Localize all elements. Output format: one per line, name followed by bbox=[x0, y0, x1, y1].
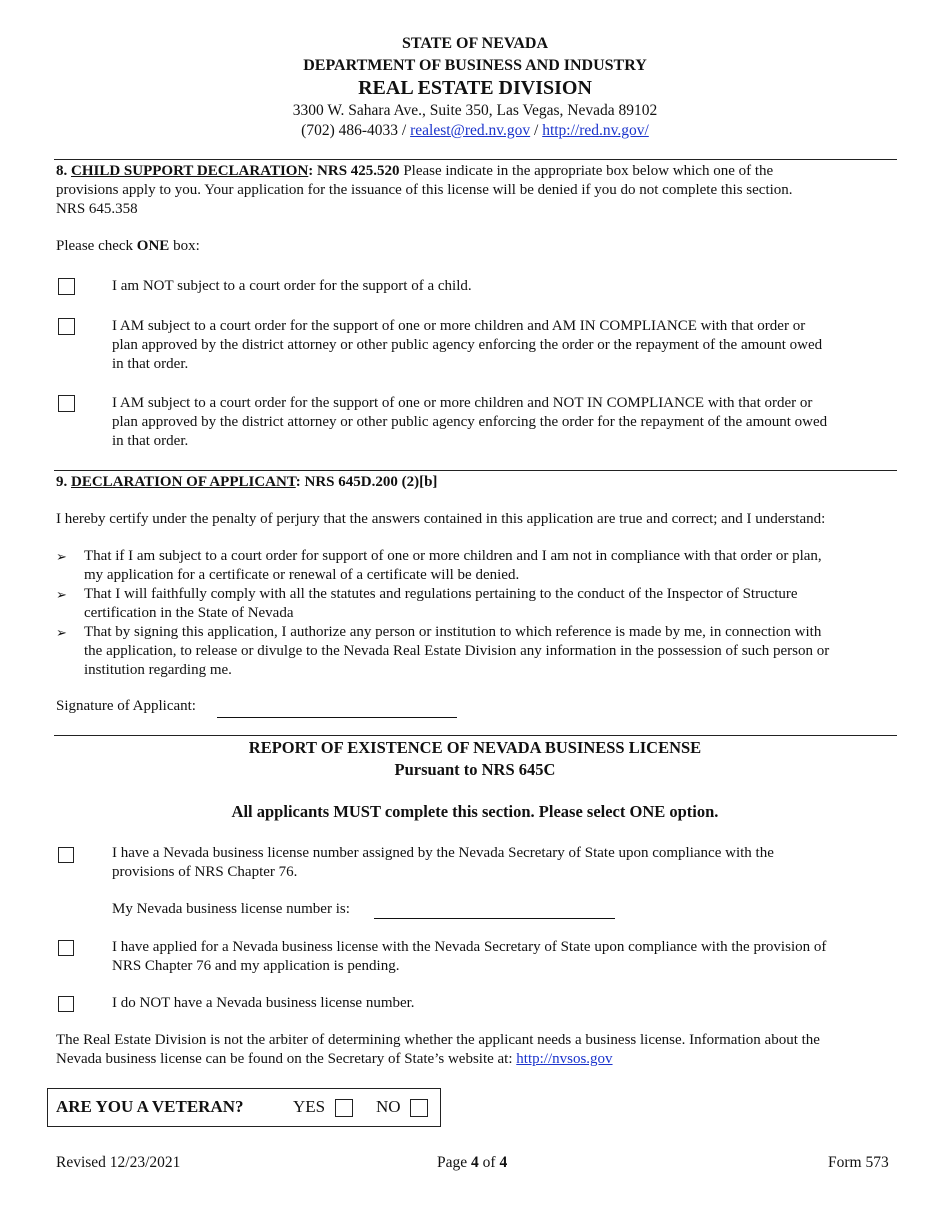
declaration-bullet-text: That I will faithfully comply with all the statutes and regulations pertaining to the conduct of the Inspector of Structure bbox=[84, 586, 798, 602]
child-support-compliant-checkbox[interactable] bbox=[58, 318, 75, 335]
section8-number: 8. bbox=[56, 163, 71, 179]
veteran-question: ARE YOU A VETERAN? bbox=[56, 1097, 244, 1116]
business-license-subtitle: Pursuant to NRS 645C bbox=[394, 760, 556, 779]
page-total: 4 bbox=[499, 1154, 508, 1171]
divider bbox=[54, 735, 897, 736]
arrow-bullet-icon: ➢ bbox=[56, 587, 67, 602]
nvsos-link[interactable]: http://nvsos.gov bbox=[516, 1051, 613, 1067]
child-support-option-text: plan approved by the district attorney or other public agency enforcing the order or the repayment of the amount owed bbox=[112, 337, 823, 353]
has-business-license-checkbox[interactable] bbox=[58, 847, 74, 863]
section9-heading bbox=[56, 473, 437, 492]
page-prefix: Page bbox=[437, 1154, 472, 1171]
veteran-yes-label: YES bbox=[293, 1097, 326, 1116]
business-license-note-text: Nevada business license can be found on the Secretary of State’s website at: bbox=[56, 1051, 517, 1067]
business-option-text: I have a Nevada business license number assigned by the Nevada Secretary of State upon compliance with the bbox=[112, 845, 774, 861]
business-license-title: REPORT OF EXISTENCE OF NEVADA BUSINESS LICENSE bbox=[248, 738, 702, 757]
child-support-option-text: I AM subject to a court order for the support of one or more children and NOT IN COMPLIANCE with that order or bbox=[112, 395, 813, 411]
veteran-no-checkbox[interactable] bbox=[410, 1099, 428, 1117]
agency-contact bbox=[0, 122, 950, 140]
section9-number: 9. bbox=[56, 474, 71, 490]
section9-statute: : NRS 645D.200 (2)[b] bbox=[295, 474, 438, 490]
contact-separator: / bbox=[530, 122, 543, 139]
business-option-text: I have applied for a Nevada business license with the Nevada Secretary of State upon compliance with the provision of bbox=[112, 939, 827, 955]
page-of: of bbox=[478, 1154, 500, 1171]
business-option-text: NRS Chapter 76 and my application is pending. bbox=[112, 958, 400, 974]
license-number-label: My Nevada business license number is: bbox=[112, 901, 350, 917]
business-license-instruction: All applicants MUST complete this section. Please select ONE option. bbox=[231, 802, 719, 821]
signature-field[interactable] bbox=[217, 717, 457, 718]
agency-division: REAL ESTATE DIVISION bbox=[358, 77, 592, 99]
section8-heading bbox=[56, 162, 906, 181]
child-support-option-text: in that order. bbox=[112, 356, 189, 372]
agency-phone: (702) 486-4033 bbox=[301, 122, 399, 139]
check-prefix: Please check bbox=[56, 238, 137, 254]
declaration-bullet-text: certification in the State of Nevada bbox=[84, 605, 294, 621]
arrow-bullet-icon: ➢ bbox=[56, 549, 67, 564]
child-support-option-text: plan approved by the district attorney or other public agency enforcing the order for the repayment of the amount owed bbox=[112, 414, 828, 430]
page-current: 4 bbox=[471, 1154, 479, 1171]
page-number bbox=[437, 1154, 507, 1172]
signature-label: Signature of Applicant: bbox=[56, 698, 196, 714]
agency-website-link[interactable]: http://red.nv.gov/ bbox=[542, 122, 649, 139]
agency-address: 3300 W. Sahara Ave., Suite 350, Las Vegas, Nevada 89102 bbox=[292, 102, 658, 119]
agency-state: STATE OF NEVADA bbox=[401, 35, 549, 52]
license-number-field[interactable] bbox=[374, 918, 615, 919]
veteran-yes-checkbox[interactable] bbox=[335, 1099, 353, 1117]
business-license-note: The Real Estate Division is not the arbiter of determining whether the applicant needs a business license. Information about the bbox=[56, 1032, 820, 1048]
section9-title: DECLARATION OF APPLICANT bbox=[71, 474, 296, 490]
child-support-option-text: in that order. bbox=[112, 433, 189, 449]
form-number: Form 573 bbox=[828, 1154, 889, 1171]
agency-email-link[interactable]: realest@red.nv.gov bbox=[410, 122, 531, 139]
declaration-bullet-text: That by signing this application, I authorize any person or institution to which reference is made by me, in connection with bbox=[84, 624, 822, 640]
declaration-bullet-text: the application, to release or divulge to the Nevada Real Estate Division any information in the possession of such person or bbox=[84, 643, 830, 659]
section8-intro-line: NRS 645.358 bbox=[56, 201, 138, 217]
check-suffix: box: bbox=[169, 238, 200, 254]
section8-statute: : NRS 425.520 bbox=[308, 163, 400, 179]
declaration-bullet-text: institution regarding me. bbox=[84, 662, 232, 678]
certify-statement: I hereby certify under the penalty of perjury that the answers contained in this application are true and correct; and I understand: bbox=[56, 511, 826, 527]
section8-intro: Please indicate in the appropriate box below which one of the bbox=[399, 163, 774, 179]
business-option-text: I do NOT have a Nevada business license number. bbox=[112, 995, 415, 1011]
child-support-option-text: I AM subject to a court order for the support of one or more children and AM IN COMPLIANCE with that order or bbox=[112, 318, 806, 334]
check-one-instruction bbox=[56, 237, 200, 256]
veteran-no-label: NO bbox=[376, 1097, 401, 1116]
contact-separator: / bbox=[398, 122, 411, 139]
declaration-bullet-text: my application for a certificate or renewal of a certificate will be denied. bbox=[84, 567, 520, 583]
no-business-license-checkbox[interactable] bbox=[58, 996, 74, 1012]
agency-department: DEPARTMENT OF BUSINESS AND INDUSTRY bbox=[303, 57, 647, 74]
child-support-not-subject-checkbox[interactable] bbox=[58, 278, 75, 295]
section8-intro-line: provisions apply to you. Your application for the issuance of this license will be denied if you do not complete this section. bbox=[56, 182, 793, 198]
child-support-option-text: I am NOT subject to a court order for the support of a child. bbox=[112, 278, 472, 294]
divider bbox=[54, 159, 897, 160]
applied-business-license-checkbox[interactable] bbox=[58, 940, 74, 956]
divider bbox=[54, 470, 897, 471]
revised-date: Revised 12/23/2021 bbox=[56, 1154, 181, 1171]
business-option-text: provisions of NRS Chapter 76. bbox=[112, 864, 298, 880]
business-license-note bbox=[56, 1050, 613, 1069]
check-one: ONE bbox=[136, 238, 170, 254]
child-support-noncompliant-checkbox[interactable] bbox=[58, 395, 75, 412]
arrow-bullet-icon: ➢ bbox=[56, 625, 67, 640]
declaration-bullet-text: That if I am subject to a court order for support of one or more children and I am not in compliance with that order or plan, bbox=[84, 548, 822, 564]
section8-title: CHILD SUPPORT DECLARATION bbox=[71, 163, 309, 179]
